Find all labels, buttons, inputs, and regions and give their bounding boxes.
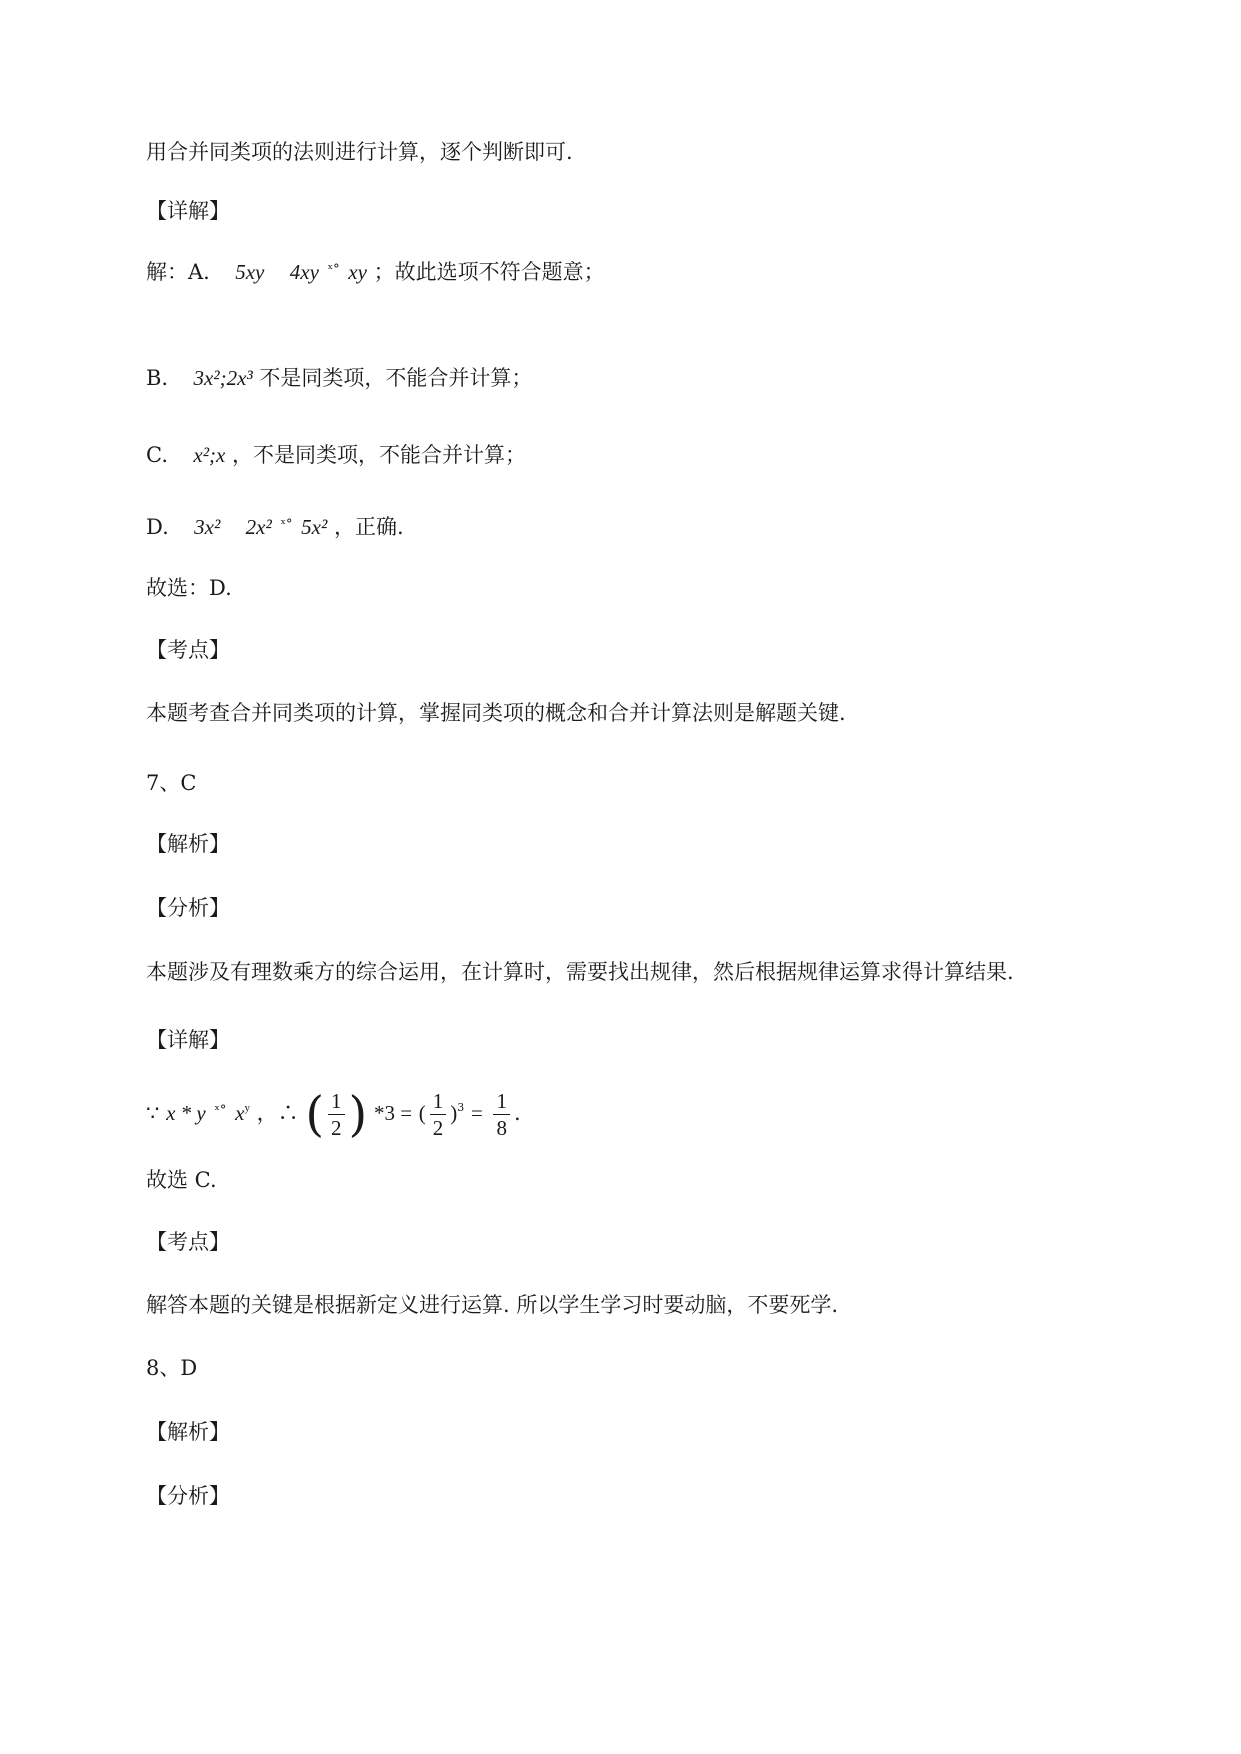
fenxi-heading: 【分析】 [146, 896, 230, 920]
option-a-expr-mid: 4xy [289, 260, 319, 284]
option-d-expr-mid: 2x² [245, 515, 272, 539]
therefore-symbol: ，∴ [256, 1101, 299, 1125]
operation-text: *3 = [373, 1101, 413, 1125]
definition-left: x * y [166, 1101, 206, 1125]
because-symbol: ∵ [146, 1101, 160, 1125]
solution-option-d [146, 510, 404, 542]
equals-glyph: ˣ° [280, 517, 293, 532]
question-8-answer: 8、D [146, 1356, 198, 1380]
solution-option-b [146, 363, 532, 393]
option-c-expr: x²;x [193, 443, 226, 467]
fraction-denominator: 2 [331, 1116, 342, 1140]
fraction-result [493, 1088, 510, 1141]
fraction-half-2 [430, 1088, 447, 1141]
detail-heading: 【详解】 [146, 1028, 230, 1052]
detail-heading: 【详解】 [146, 199, 230, 223]
choice-text: 故选 C. [146, 1168, 217, 1192]
kaodian-text: 本题考查合并同类项的计算，掌握同类项的概念和合并计算法则是解题关键. [146, 701, 846, 725]
option-d-prefix: D. [146, 515, 169, 539]
fraction-denominator: 8 [496, 1116, 507, 1140]
equals-glyph: ˣ° [214, 1103, 227, 1118]
fenxi-text: 本题涉及有理数乘方的综合运用，在计算时，需要找出规律，然后根据规律运算求得计算结果. [146, 960, 1014, 984]
option-d-expr-right: 5x² [301, 515, 328, 539]
definition-right: x [235, 1101, 245, 1125]
left-paren: ( [305, 1086, 325, 1143]
power-exponent: 3 [457, 1101, 465, 1114]
solution-option-c [146, 440, 526, 470]
kaodian-heading: 【考点】 [146, 638, 230, 662]
detail-equation [146, 1088, 521, 1148]
fraction-numerator: 1 [493, 1088, 510, 1115]
fraction-denominator: 2 [432, 1116, 444, 1140]
option-c-suffix: ，不是同类项，不能合并计算； [232, 443, 526, 467]
option-d-expr-left: 3x² [194, 515, 221, 539]
fenxi-heading: 【分析】 [146, 1484, 230, 1508]
fraction-half [328, 1088, 345, 1141]
kaodian-text: 解答本题的关键是根据新定义进行运算. 所以学生学习时要动脑，不要死学. [146, 1293, 839, 1317]
option-a-suffix: ；故此选项不符合题意； [373, 260, 605, 284]
option-b-expr: 3x²;2x³ [193, 366, 253, 390]
option-a-expr-left: 5xy [235, 260, 265, 284]
equals-sign: = [470, 1101, 483, 1125]
jiexi-heading: 【解析】 [146, 832, 230, 856]
choice-text: 故选：D. [146, 576, 232, 600]
option-b-suffix: 不是同类项，不能合并计算； [259, 366, 533, 390]
fraction-numerator: 1 [328, 1088, 345, 1115]
option-d-suffix: ，正确. [333, 515, 404, 539]
solution-option-a [146, 255, 605, 287]
analysis-text: 用合并同类项的法则进行计算，逐个判断即可. [146, 140, 573, 164]
option-c-prefix: C. [146, 443, 168, 467]
question-7-answer: 7、C [146, 771, 197, 795]
right-paren: ) [348, 1086, 368, 1143]
option-b-prefix: B. [146, 366, 169, 390]
option-a-prefix: 解：A. [146, 260, 210, 284]
kaodian-heading: 【考点】 [146, 1230, 230, 1254]
equals-glyph: ˣ° [327, 262, 340, 277]
fraction-numerator: 1 [430, 1088, 447, 1115]
definition-exponent: y [244, 1102, 250, 1114]
option-a-expr-right: xy [348, 260, 367, 284]
period: . [513, 1101, 521, 1125]
jiexi-heading: 【解析】 [146, 1420, 230, 1444]
paren-close: ) [450, 1101, 458, 1125]
paren-open: ( [418, 1101, 426, 1125]
